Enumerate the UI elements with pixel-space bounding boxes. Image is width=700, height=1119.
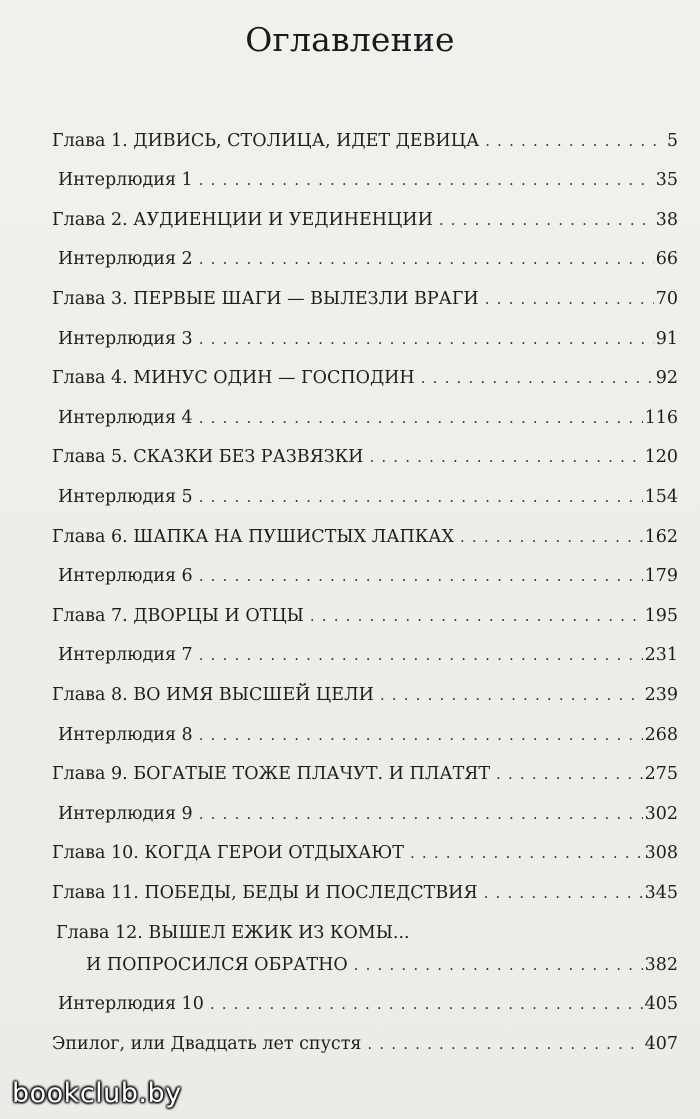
toc-entry-label: Интерлюдия 2	[58, 249, 193, 270]
toc-entry-label: Интерлюдия 7	[58, 645, 193, 666]
toc-entry	[52, 548, 678, 588]
page-title: Оглавление	[245, 20, 455, 59]
toc-page-number: 38	[655, 209, 678, 230]
toc-page-number: 91	[655, 328, 678, 349]
toc-leader-dots	[199, 486, 643, 508]
toc-entry-label: Глава 11. ПОБЕДЫ, БЕДЫ И ПОСЛЕДСТВИЯ	[52, 882, 478, 903]
toc-entry	[52, 468, 678, 508]
toc-entry-chapter-12	[52, 904, 678, 976]
toc-entry-row	[52, 803, 678, 825]
toc-entry-label: Интерлюдия 9	[58, 803, 193, 824]
toc-page-number: 302	[644, 803, 678, 824]
toc-leader-dots	[421, 367, 654, 389]
toc-leader-dots	[439, 209, 654, 231]
toc-entry-label: Глава 5. СКАЗКИ БЕЗ РАЗВЯЗКИ	[52, 447, 364, 468]
toc-leader-dots	[410, 842, 643, 864]
toc-entry	[52, 864, 678, 904]
toc-leader-dots	[460, 526, 643, 548]
toc-leader-dots	[369, 446, 642, 468]
toc-entry-row	[52, 724, 678, 746]
toc-entry	[52, 191, 678, 231]
toc-entry-row	[52, 407, 678, 429]
table-of-contents	[52, 112, 678, 1055]
toc-entry-row	[52, 605, 678, 627]
toc-page-number: 195	[644, 605, 678, 626]
toc-entry	[52, 1015, 678, 1055]
toc-entry	[52, 112, 678, 152]
toc-leader-dots	[210, 993, 643, 1015]
toc-entry-label-line1: Глава 12. ВЫШЕЛ ЕЖИК ИЗ КОМЫ...	[56, 922, 410, 943]
toc-page-number: 239	[644, 684, 678, 705]
toc-leader-dots	[380, 684, 643, 706]
toc-entry-label: Интерлюдия 8	[58, 724, 193, 745]
toc-entry-label: Глава 4. МИНУС ОДИН — ГОСПОДИН	[52, 368, 415, 389]
toc-entry-row	[52, 209, 678, 231]
toc-leader-dots	[199, 407, 643, 429]
toc-page-number: 70	[655, 288, 678, 309]
toc-page-number: 162	[644, 526, 678, 547]
toc-entry-row	[52, 248, 678, 270]
toc-entry-label: Глава 8. ВО ИМЯ ВЫСШЕЙ ЦЕЛИ	[52, 684, 374, 705]
toc-entry-label: Глава 2. АУДИЕНЦИИ И УЕДИНЕНЦИИ	[52, 209, 433, 230]
toc-entry-row	[52, 644, 678, 666]
toc-leader-dots	[199, 644, 643, 666]
toc-entry-label: Интерлюдия 5	[58, 486, 193, 507]
toc-leader-dots	[496, 763, 643, 785]
toc-entry	[52, 976, 678, 1016]
toc-page-number: 5	[666, 130, 678, 151]
toc-entry-label: Эпилог, или Двадцать лет спустя	[52, 1034, 362, 1055]
toc-page-number: 382	[644, 954, 678, 975]
toc-page-number: 116	[644, 407, 678, 428]
toc-entry-label: Глава 7. ДВОРЦЫ И ОТЦЫ	[52, 605, 304, 626]
toc-page-number: 92	[655, 368, 678, 389]
toc-page-number: 268	[644, 724, 678, 745]
toc-entry-row	[52, 842, 678, 864]
toc-entry	[52, 350, 678, 390]
toc-page-number: 345	[644, 882, 678, 903]
toc-entry-multiline	[52, 922, 678, 976]
toc-page-number: 405	[644, 994, 678, 1015]
toc-page-number: 231	[644, 645, 678, 666]
toc-entry	[52, 587, 678, 627]
toc-entry-row	[52, 684, 678, 706]
toc-entry-row	[52, 1033, 678, 1055]
toc-leader-dots	[485, 130, 665, 152]
toc-leader-dots	[199, 565, 643, 587]
toc-entry-label: Глава 3. ПЕРВЫЕ ШАГИ — ВЫЛЕЗЛИ ВРАГИ	[52, 288, 479, 309]
toc-entry-label: Интерлюдия 6	[58, 566, 193, 587]
toc-entry-label: Интерлюдия 1	[58, 170, 193, 191]
toc-entry-label: Интерлюдия 10	[58, 994, 204, 1015]
toc-entry-row	[52, 763, 678, 785]
toc-page-number: 120	[644, 447, 678, 468]
toc-entry	[52, 825, 678, 865]
toc-entry	[52, 706, 678, 746]
toc-page-number: 179	[644, 566, 678, 587]
toc-entry	[52, 627, 678, 667]
toc-entry-row	[52, 954, 678, 976]
toc-leader-dots	[199, 328, 654, 350]
toc-entry-label: Глава 9. БОГАТЫЕ ТОЖЕ ПЛАЧУТ. И ПЛАТЯТ	[52, 764, 491, 785]
toc-entry	[52, 389, 678, 429]
toc-entry	[52, 666, 678, 706]
toc-leader-dots	[199, 169, 654, 191]
toc-leader-dots	[354, 954, 643, 976]
toc-leader-dots	[199, 803, 643, 825]
toc-entries-tail	[52, 976, 678, 1055]
toc-leader-dots	[484, 882, 643, 904]
toc-page-number: 154	[644, 486, 678, 507]
toc-leader-dots	[310, 605, 643, 627]
toc-leader-dots	[367, 1033, 642, 1055]
toc-entry-row	[52, 130, 678, 152]
toc-entry-row	[52, 288, 678, 310]
toc-page-number: 275	[644, 764, 678, 785]
toc-entry-row	[52, 367, 678, 389]
toc-page-number: 35	[655, 170, 678, 191]
toc-leader-dots	[199, 248, 654, 270]
toc-entry-label: Глава 10. КОГДА ГЕРОИ ОТДЫХАЮТ	[52, 843, 404, 864]
toc-entry	[52, 785, 678, 825]
toc-entry	[52, 310, 678, 350]
toc-entry	[52, 746, 678, 786]
toc-leader-dots	[199, 724, 643, 746]
toc-entry-row	[52, 882, 678, 904]
toc-entry-row	[52, 993, 678, 1015]
toc-entries	[52, 112, 678, 904]
toc-entry-row	[52, 565, 678, 587]
toc-entry-label: Интерлюдия 4	[58, 407, 193, 428]
toc-entry-label-line2: И ПОПРОСИЛСЯ ОБРАТНО	[86, 954, 348, 975]
toc-entry	[52, 152, 678, 192]
toc-entry-row	[52, 169, 678, 191]
toc-leader-dots	[485, 288, 654, 310]
toc-entry	[52, 231, 678, 271]
toc-page-number: 308	[644, 843, 678, 864]
toc-entry	[52, 270, 678, 310]
toc-page-number: 66	[655, 249, 678, 270]
toc-entry-label: Глава 1. ДИВИСЬ, СТОЛИЦА, ИДЕТ ДЕВИЦА	[52, 130, 480, 151]
toc-entry-row	[52, 446, 678, 468]
toc-entry-label: Глава 6. ШАПКА НА ПУШИСТЫХ ЛАПКАХ	[52, 526, 454, 547]
toc-entry-label: Интерлюдия 3	[58, 328, 193, 349]
toc-entry-row	[52, 328, 678, 350]
toc-page-number: 407	[644, 1034, 678, 1055]
toc-entry-row	[52, 486, 678, 508]
toc-entry	[52, 508, 678, 548]
toc-entry-row	[52, 526, 678, 548]
site-watermark: bookclub.by	[12, 1078, 182, 1109]
toc-entry	[52, 429, 678, 469]
